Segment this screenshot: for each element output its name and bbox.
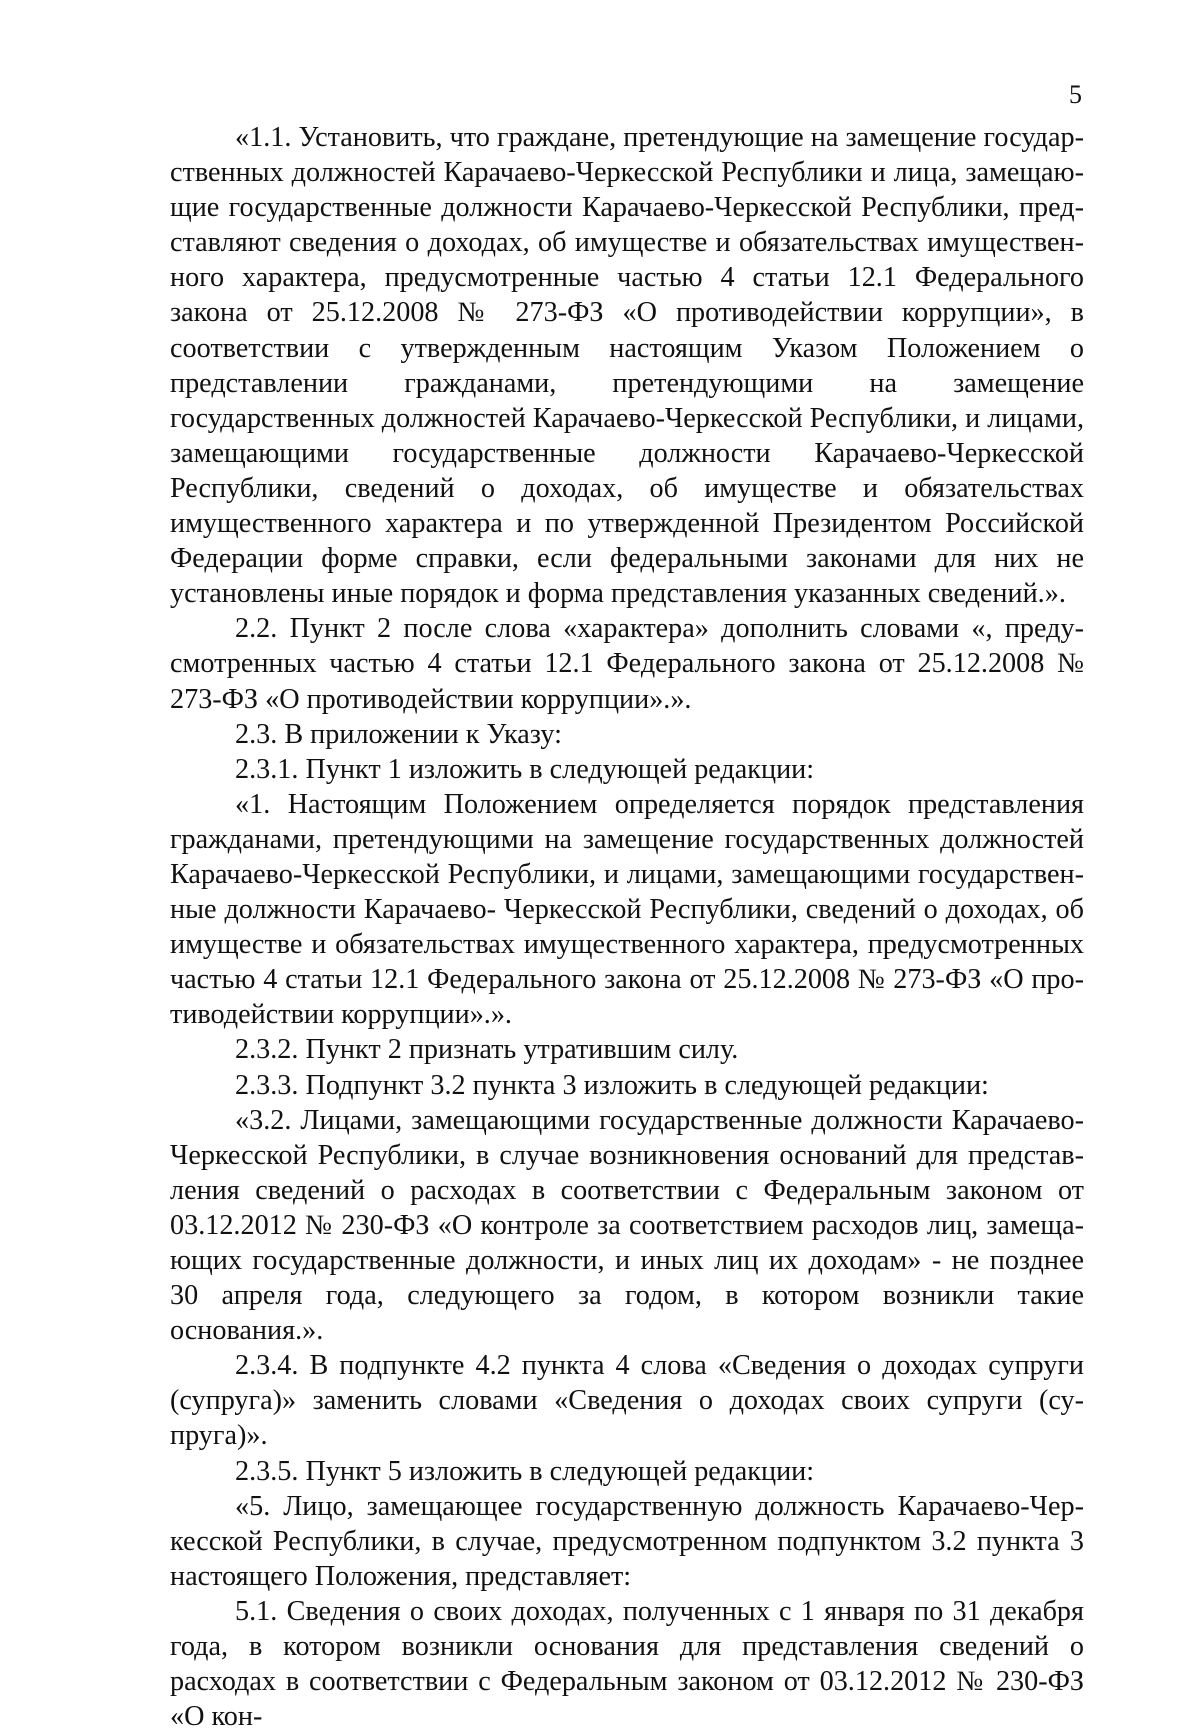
paragraph-2-3-1: 2.3.1. Пункт 1 изложить в следующей редакции:	[235, 753, 815, 785]
paragraph-1-1: «1.1. Установить, что граждане, претендующие на замещение государственных должностей Карачаево-Черкесской Республики и лица, замещающие государственные должности Карачаево-Черкесской Республики, представляют сведения о доходах, об имуществе и обязательствах имущественного характера, предусмотренные частью 4 статьи 12.1 Федерального закона от 25.12.2008 № 273-ФЗ «О противодействии коррупции», в соответствии с утвержденным настоящим Указом Положением о представлении гражданами, претендующими на замещение государственных должностей Карачаево-Черкесской Республики, и лицами, замещающими государственные должности Карачаево-Черкесской Республики, сведений о доходах, об имуществе и обязательствах имущественного характера и по утвержденной Президентом Российской Федерации форме справки, если федеральными законами для них не установлены иные порядок и форма представления указанных сведений.».	[170, 122, 1084, 610]
page-number: 5	[1069, 80, 1082, 109]
paragraph-2-3: 2.3. В приложении к Указу:	[235, 718, 562, 750]
paragraph-5-1: 5.1. Сведения о своих доходах, полученных с 1 января по 31 декабря года, в котором возникли основания для представления сведений о расходах в соответствии с Федеральным законом от 03.12.2012 № 230-ФЗ «О кон-	[170, 1595, 1084, 1733]
paragraph-2-3-3: 2.3.3. Подпункт 3.2 пункта 3 изложить в следующей редакции:	[235, 1069, 989, 1101]
document-body	[170, 120, 1084, 1734]
paragraph-quote-5: «5. Лицо, замещающее государственную должность Карачаево-Черкесской Республики, в случае, предусмотренном подпунктом 3.2 пункта 3 настоящего Положения, представляет:	[170, 1490, 1084, 1592]
paragraph-quote-3-2: «3.2. Лицами, замещающими государственные должности Карачаево-Черкесской Республики, в случае возникновения оснований для представления сведений о расходах в соответствии с Федеральным законом от 03.12.2012 № 230-ФЗ «О контроле за соответствием расходов лиц, замещающих государственные должности, и иных лиц их доходам» - не позднее 30 апреля года, следующего за годом, в котором возникли такие основания.».	[170, 1104, 1084, 1347]
paragraph-2-3-4: 2.3.4. В подпункте 4.2 пункта 4 слова «Сведения о доходах супруги (супруга)» заменить словами «Сведения о доходах своих супруги (супруга)».	[170, 1350, 1084, 1452]
paragraph-quote-1: «1. Настоящим Положением определяется порядок представления гражданами, претендующими на замещение государственных должностей Карачаево-Черкесской Республики, и лицами, замещающими государственные должности Карачаево- Черкесской Республики, сведений о доходах, об имуществе и обязательствах имущественного характера, предусмотренных частью 4 статьи 12.1 Федерального закона от 25.12.2008 № 273-ФЗ «О противодействии коррупции».».	[170, 788, 1084, 1031]
paragraph-2-2: 2.2. Пункт 2 после слова «характера» дополнить словами «, предусмотренных частью 4 статьи 12.1 Федерального закона от 25.12.2008 № 273-ФЗ «О противодействии коррупции».».	[170, 613, 1084, 715]
paragraph-2-3-5: 2.3.5. Пункт 5 изложить в следующей редакции:	[235, 1455, 815, 1487]
paragraph-2-3-2: 2.3.2. Пункт 2 признать утратившим силу.	[235, 1034, 739, 1066]
